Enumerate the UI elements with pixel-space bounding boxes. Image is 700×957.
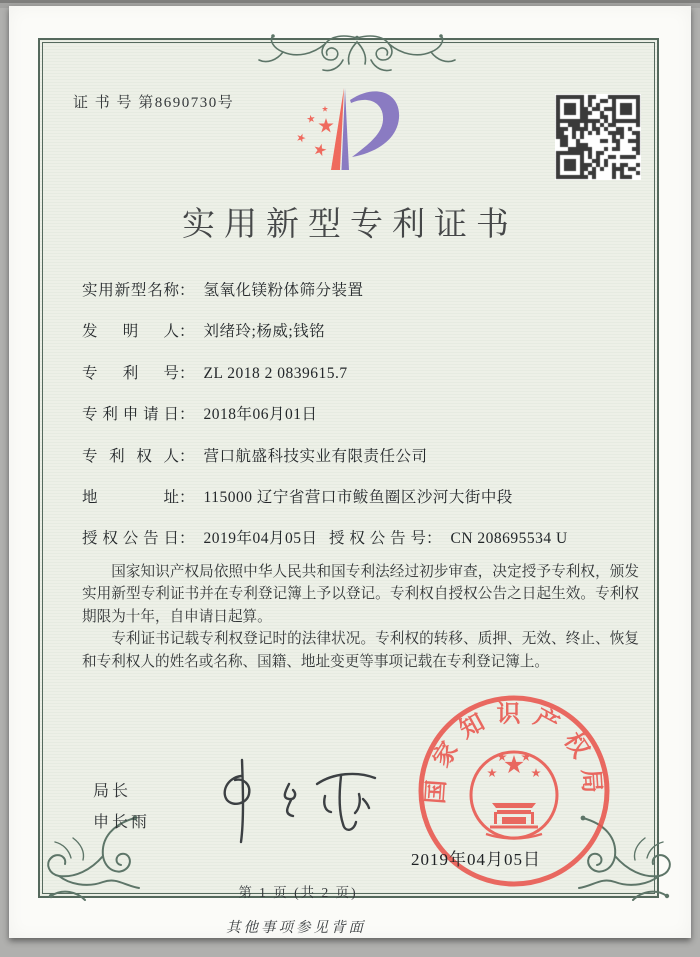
field-colon: ：	[179, 530, 195, 547]
decree-text	[82, 561, 639, 673]
grant-date-value: 2019年04月05日	[203, 530, 318, 547]
field-row	[82, 319, 657, 341]
field-row	[82, 278, 657, 300]
field-value: 氢氧化镁粉体筛分装置	[203, 282, 364, 299]
grant-row	[82, 526, 657, 548]
field-colon: ：	[179, 282, 195, 299]
cnipa-logo-icon	[297, 80, 415, 180]
field-colon: ：	[179, 323, 195, 340]
field-label: 专利权人	[82, 448, 179, 465]
decree-paragraph-2: 专利证书记载专利权登记时的法律状况。专利权的转移、质押、无效、终止、恢复和专利权人的姓名或名称、国籍、地址变更等事项记载在专利登记簿上。	[82, 631, 639, 670]
signer-name: 申长雨	[93, 814, 151, 831]
page-indicator: 第 1 页 (共 2 页)	[238, 885, 358, 900]
field-colon: ：	[179, 489, 195, 506]
national-emblem-icon	[471, 752, 557, 839]
field-label: 专利申请日	[82, 406, 179, 423]
field-colon: ：	[179, 365, 195, 382]
certificate-title: 实用新型专利证书	[182, 207, 518, 243]
field-row	[82, 485, 657, 507]
seal-date: 2019年04月05日	[411, 850, 541, 869]
certificate-number: 证 书 号 第8690730号	[73, 95, 235, 111]
field-label: 地址	[82, 489, 179, 506]
field-row	[82, 361, 657, 383]
seal-ring-text: 国家知识产权局	[423, 701, 605, 805]
field-label: 专利号	[82, 365, 179, 382]
field-value: 营口航盛科技实业有限责任公司	[203, 448, 428, 465]
field-value: ZL 2018 2 0839615.7	[203, 365, 348, 382]
field-colon: ：	[179, 406, 195, 423]
grant-no-value: CN 208695534 U	[450, 530, 568, 547]
grant-no-label: 授权公告号	[329, 530, 426, 547]
back-note: 其他事项参见背面	[226, 920, 366, 936]
field-label: 发明人	[82, 323, 179, 340]
signer-title: 局长	[93, 783, 132, 800]
qr-code	[555, 94, 641, 180]
field-colon: ：	[179, 448, 195, 465]
decree-paragraph-1: 国家知识产权局依照中华人民共和国专利法经过初步审查，决定授予专利权，颁发实用新型专利证书并在专利登记簿上予以登记。专利权自授权公告之日起生效。专利权期限为十年，自申请日起算。	[82, 564, 639, 625]
field-row	[82, 444, 657, 466]
field-colon: ：	[426, 530, 442, 547]
field-value: 115000 辽宁省营口市鲅鱼圈区沙河大街中段	[203, 489, 513, 506]
certificate-page	[9, 6, 691, 938]
grant-date-label: 授权公告日	[82, 530, 179, 547]
field-label: 实用新型名称	[82, 282, 179, 299]
field-value: 刘绪玲;杨威;钱铭	[203, 323, 326, 340]
field-row	[82, 402, 657, 424]
signature-handwriting-icon	[205, 754, 395, 850]
top-ornament-icon	[247, 30, 467, 78]
field-value: 2018年06月01日	[203, 406, 318, 423]
